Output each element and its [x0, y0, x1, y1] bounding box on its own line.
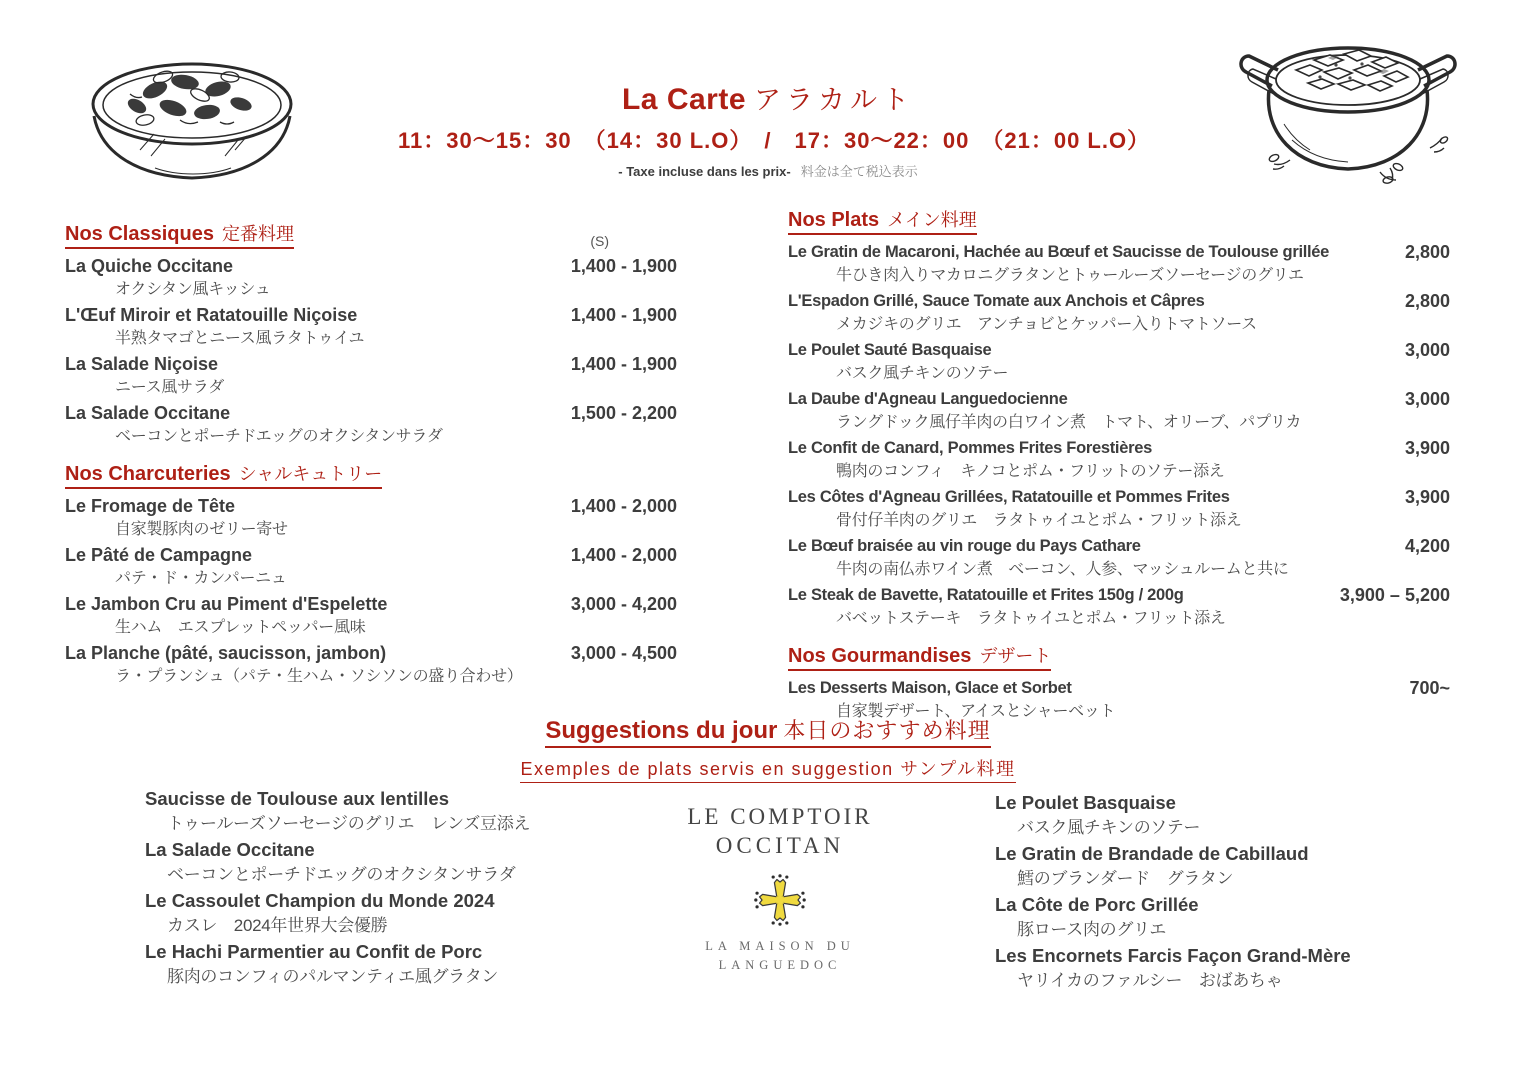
- tax-note-ja: 料金は全て税込表示: [800, 164, 918, 179]
- section-nos-classiques: [65, 220, 677, 449]
- suggestion-item: [995, 790, 1425, 840]
- menu-item-name: Le Confit de Canard, Pommes Frites Forestières: [788, 439, 1152, 457]
- restaurant-logo: [668, 804, 892, 973]
- menu-item-desc: オクシタン風キッシュ: [115, 281, 271, 298]
- menu-item-price: 1,400 - 1,900: [570, 256, 677, 276]
- section-title: Nos Plats メイン料理: [788, 206, 977, 235]
- suggestion-item: [995, 943, 1425, 993]
- menu-item-price: 2,800: [1404, 242, 1450, 262]
- size-column-label: (S): [590, 233, 609, 249]
- menu-item-desc: パテ・ド・カンパーニュ: [115, 570, 287, 587]
- page-title-ja: アラカルト: [754, 85, 915, 115]
- menu-item-name: Le Bœuf braisée au vin rouge du Pays Cathare: [788, 537, 1141, 555]
- menu-item-name: La Salade Occitane: [65, 403, 231, 423]
- suggestion-item-desc: ベーコンとポーチドエッグのオクシタンサラダ: [167, 865, 516, 884]
- menu-item-price: 1,400 - 2,000: [570, 496, 677, 516]
- suggestion-item-desc: 豚肉のコンフィのパルマンティエ風グラタン: [167, 967, 499, 986]
- menu-item-desc: ラングドック風仔羊肉の白ワイン煮 トマト、オリーブ、パプリカ: [836, 414, 1302, 431]
- menu-item: [788, 387, 1450, 435]
- menu-item-desc: 牛ひき肉入りマカロニグラタンとトゥールーズソーセージのグリエ: [836, 267, 1304, 284]
- suggestion-item-desc: バスク風チキンのソテー: [1017, 818, 1201, 837]
- menu-item-name: Les Desserts Maison, Glace et Sorbet: [788, 679, 1072, 697]
- menu-item-desc: 骨付仔羊肉のグリエ ラタトゥイユとポム・フリット添え: [836, 512, 1242, 529]
- menu-item-name: Le Jambon Cru au Piment d'Espelette: [65, 594, 388, 614]
- menu-item-desc: 自家製豚肉のゼリー寄せ: [115, 521, 288, 538]
- menu-item-name: Les Côtes d'Agneau Grillées, Ratatouille et Pommes Frites: [788, 488, 1230, 506]
- menu-item-name: La Quiche Occitane: [65, 256, 234, 276]
- suggestion-item: [995, 841, 1425, 891]
- menu-item: [788, 338, 1450, 386]
- menu-item-price: 3,000 - 4,500: [570, 643, 677, 663]
- menu-item: [65, 494, 677, 542]
- menu-item: [788, 485, 1450, 533]
- menu-item-name: Le Poulet Sauté Basquaise: [788, 341, 992, 359]
- section-title: Nos Gourmandises デザート: [788, 642, 1051, 671]
- menu-column-right: [788, 206, 1450, 725]
- section-nos-charcuteries: [65, 460, 677, 689]
- menu-item-desc: バスク風チキンのソテー: [836, 365, 1009, 382]
- occitan-cross-icon: [749, 869, 811, 931]
- menu-item: [65, 254, 677, 302]
- suggestion-item-desc: トゥールーズソーセージのグリエ レンズ豆添え: [167, 814, 531, 833]
- menu-item-price: 700~: [1409, 678, 1450, 698]
- section-title: Nos Charcuteries シャルキュトリー: [65, 460, 382, 489]
- menu-item: [65, 592, 677, 640]
- suggestion-item-desc: 豚ロース肉のグリエ: [1017, 920, 1167, 939]
- menu-item-name: La Planche (pâté, saucisson, jambon): [65, 643, 387, 663]
- cassoulet-bowl-illustration: [85, 32, 300, 190]
- menu-item-price: 1,400 - 1,900: [570, 305, 677, 325]
- suggestions-title: Suggestions du jour 本日のおすすめ料理: [545, 714, 990, 748]
- menu-item: [65, 303, 677, 351]
- menu-item: [788, 534, 1450, 582]
- menu-item-price: 2,800: [1404, 291, 1450, 311]
- menu-header: [398, 78, 1151, 180]
- menu-item-price: 4,200: [1404, 536, 1450, 556]
- suggestion-item-desc: カスレ 2024年世界大会優勝: [167, 916, 388, 935]
- suggestion-item-name: La Côte de Porc Grillée: [995, 894, 1199, 915]
- menu-item-desc: バベットステーキ ラタトゥイユとポム・フリット添え: [836, 610, 1226, 627]
- menu-item-name: La Salade Niçoise: [65, 354, 219, 374]
- menu-item: [788, 240, 1450, 288]
- stew-pot-illustration: [1232, 20, 1464, 192]
- menu-column-left: [65, 220, 677, 690]
- menu-item-name: Le Fromage de Tête: [65, 496, 236, 516]
- section-nos-plats: [788, 206, 1450, 631]
- menu-item-name: Le Pâté de Campagne: [65, 545, 253, 565]
- tax-note-fr: - Taxe incluse dans les prix-: [618, 164, 791, 179]
- suggestion-item-name: Saucisse de Toulouse aux lentilles: [145, 788, 449, 809]
- menu-item-price: 3,000 - 4,200: [570, 594, 677, 614]
- suggestion-item-name: Le Gratin de Brandade de Cabillaud: [995, 843, 1309, 864]
- menu-item-price: 3,900: [1404, 438, 1450, 458]
- section-nos-gourmandises: [788, 642, 1450, 724]
- menu-item: [788, 436, 1450, 484]
- menu-item-desc: ベーコンとポーチドエッグのオクシタンサラダ: [115, 428, 443, 445]
- logo-name-line1: LE COMPTOIR: [687, 804, 873, 829]
- menu-item-desc: 牛肉の南仏赤ワイン煮 ベーコン、人参、マッシュルームと共に: [836, 561, 1289, 578]
- menu-item-desc: 鴨肉のコンフィ キノコとポム・フリットのソテー添え: [836, 463, 1225, 480]
- menu-item-name: La Daube d'Agneau Languedocienne: [788, 390, 1068, 408]
- suggestion-item: [145, 939, 595, 989]
- suggestion-item: [995, 892, 1425, 942]
- menu-item: [788, 289, 1450, 337]
- logo-name-line2: OCCITAN: [715, 833, 845, 858]
- page-title-fr: La Carte: [621, 83, 747, 116]
- menu-item-name: L'Œuf Miroir et Ratatouille Niçoise: [65, 305, 358, 325]
- suggestion-item-desc: ヤリイカのファルシー おばあちゃ: [1017, 971, 1283, 990]
- menu-item: [65, 401, 677, 449]
- suggestions-subtitle: Exemples de plats servis en suggestion サンプル料理: [0, 755, 1536, 783]
- menu-item-price: 1,400 - 1,900: [570, 354, 677, 374]
- logo-tagline-line1: LA MAISON DU: [705, 939, 855, 953]
- menu-item: [65, 543, 677, 591]
- menu-item-name: Le Steak de Bavette, Ratatouille et Frites 150g / 200g: [788, 586, 1184, 604]
- menu-item-name: L'Espadon Grillé, Sauce Tomate aux Anchois et Câpres: [788, 292, 1205, 310]
- suggestion-item: [145, 888, 595, 938]
- suggestion-item-name: La Salade Occitane: [145, 839, 315, 860]
- suggestions-column-right: [995, 790, 1425, 994]
- suggestions-header: [0, 714, 1536, 783]
- menu-item: [788, 583, 1450, 631]
- menu-item-price: 3,000: [1404, 340, 1450, 360]
- menu-item-price: 1,500 - 2,200: [570, 403, 677, 423]
- menu-item-price: 3,900: [1404, 487, 1450, 507]
- section-title: Nos Classiques 定番料理: [65, 220, 294, 249]
- menu-item-desc: メカジキのグリエ アンチョビとケッパー入りトマトソース: [836, 316, 1257, 333]
- menu-item-name: Le Gratin de Macaroni, Hachée au Bœuf et Saucisse de Toulouse grillée: [788, 243, 1330, 261]
- suggestions-column-left: [145, 786, 595, 990]
- logo-tagline-line2: LANGUEDOC: [718, 958, 842, 972]
- menu-item-desc: 生ハム エスプレットペッパー風味: [115, 619, 366, 636]
- menu-item-price: 3,000: [1404, 389, 1450, 409]
- suggestion-item-desc: 鱈のブランダード グラタン: [1017, 869, 1234, 888]
- menu-item: [65, 641, 677, 689]
- suggestion-item: [145, 786, 595, 836]
- menu-item-desc: ラ・プランシュ（パテ・生ハム・ソシソンの盛り合わせ）: [115, 668, 523, 685]
- menu-item-desc: 半熟タマゴとニース風ラタトゥイユ: [115, 330, 365, 347]
- suggestion-item-name: Le Cassoulet Champion du Monde 2024: [145, 890, 495, 911]
- suggestion-item: [145, 837, 595, 887]
- opening-hours: 11：30～15：30 （14：30 L.O） / 17：30～22：00 （21：00 L.O）: [398, 128, 1151, 153]
- menu-item-desc: 自家製デザート、アイスとシャーベット: [836, 703, 1116, 720]
- page-title: [398, 78, 1138, 117]
- menu-item-price: 1,400 - 2,000: [570, 545, 677, 565]
- suggestion-item-name: Le Poulet Basquaise: [995, 792, 1176, 813]
- menu-item: [65, 352, 677, 400]
- suggestion-item-name: Le Hachi Parmentier au Confit de Porc: [145, 941, 483, 962]
- tax-note: [398, 161, 1138, 180]
- menu-item-desc: ニース風サラダ: [115, 379, 224, 396]
- suggestion-item-name: Les Encornets Farcis Façon Grand-Mère: [995, 945, 1351, 966]
- menu-item-price: 3,900 – 5,200: [1339, 585, 1450, 605]
